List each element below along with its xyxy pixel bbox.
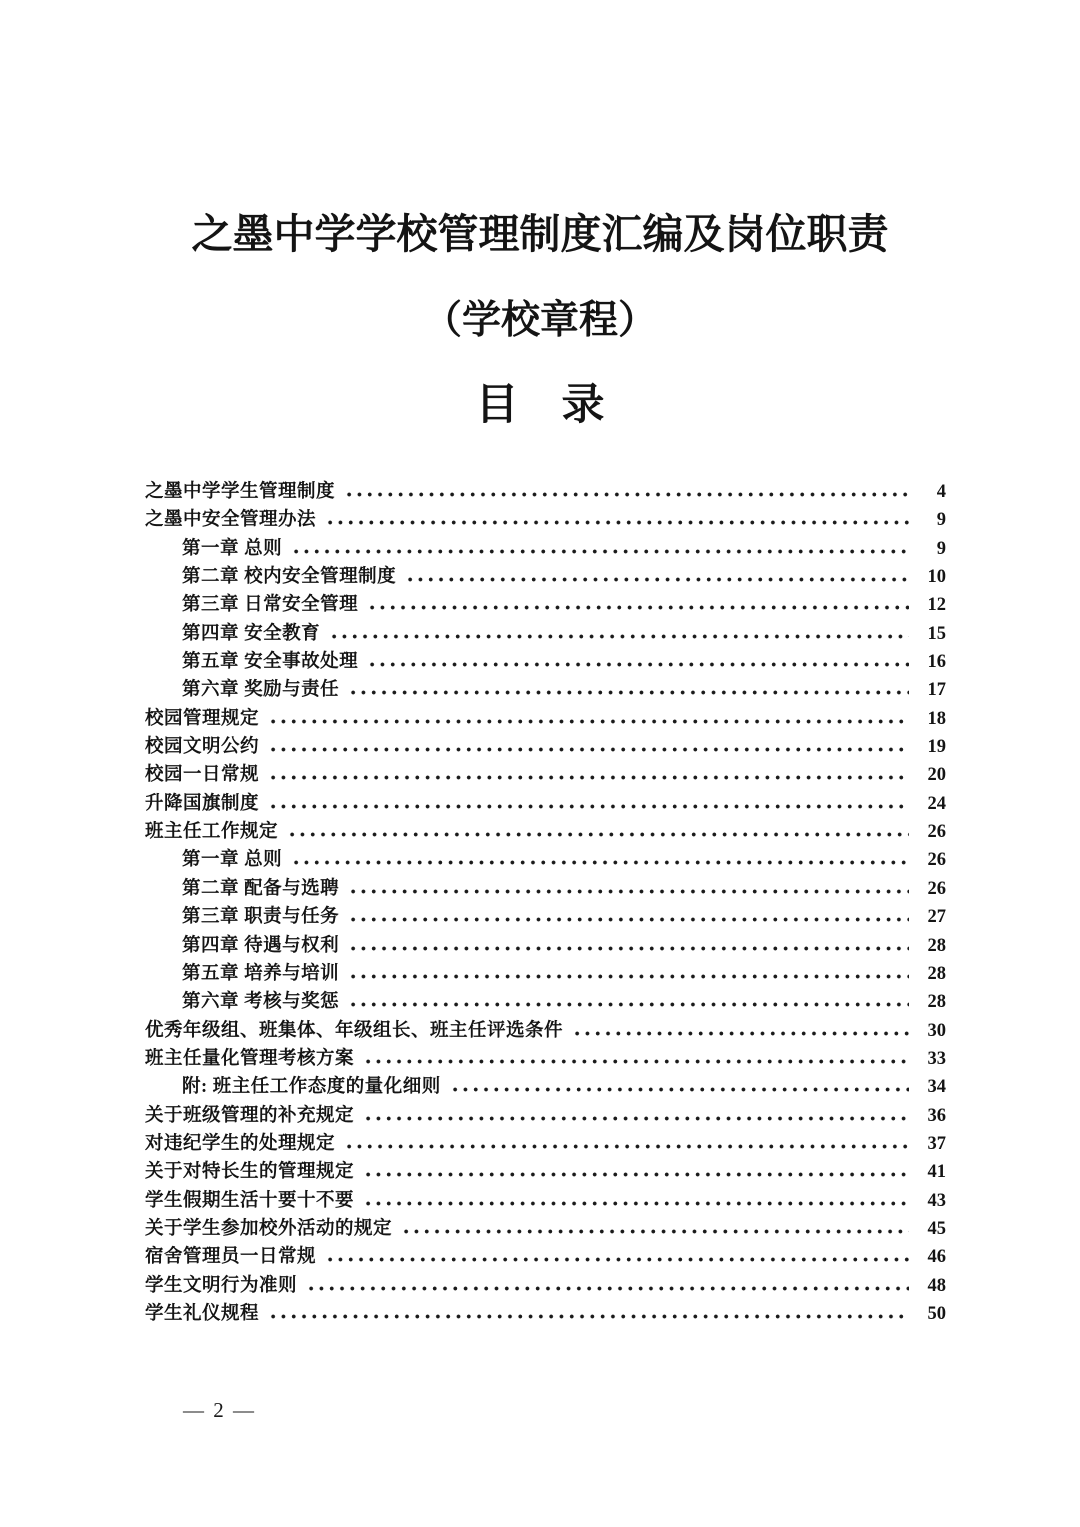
toc-entry-title: 之墨中安全管理办法 [145,510,317,531]
toc-entry [145,845,946,873]
toc-entry [145,959,946,987]
toc-entry-page: 9 [936,510,946,531]
toc-entry-page: 4 [936,482,946,502]
dot-leader [325,512,909,525]
toc-entry-title: 学生假期生活十要十不要 [145,1190,355,1211]
dot-leader [348,881,909,894]
toc-entry-page: 19 [927,737,946,758]
dot-leader [405,569,909,582]
toc-entry-title: 优秀年级组、班集体、年级组长、班主任评选条件 [145,1020,564,1041]
toc-entry [145,1101,946,1129]
toc-entry-page: 36 [927,1105,946,1126]
toc-entry-title: 第六章 考核与奖惩 [182,992,340,1013]
dot-leader [268,767,909,780]
toc-entry-page: 43 [927,1190,946,1211]
page-number-footer: — 2 — [183,1398,256,1422]
toc-entry-page: 15 [927,623,946,644]
toc-entry-title: 校园一日常规 [145,765,260,786]
dot-leader [363,1164,909,1177]
toc-entry-title: 第四章 待遇与权利 [182,935,340,956]
dot-leader [325,1249,909,1262]
toc-entry [145,1157,946,1185]
toc-entry-page: 28 [927,963,946,984]
toc-entry-title: 第三章 职责与任务 [182,907,340,928]
dot-leader [268,739,909,752]
toc-entry-title: 第二章 校内安全管理制度 [182,567,397,588]
toc-entry [145,562,946,590]
toc-entry-title: 对违纪学生的处理规定 [145,1133,336,1154]
toc-entry-page: 26 [927,878,946,899]
toc-entry-title: 第四章 安全教育 [182,623,321,644]
toc-entry-page: 45 [927,1218,946,1239]
toc-entry-title: 宿舍管理员一日常规 [145,1247,317,1268]
toc-entry-title: 学生文明行为准则 [145,1275,298,1296]
toc-entry-title: 第三章 日常安全管理 [182,595,359,616]
dot-leader [329,626,909,639]
toc-entry-title: 校园文明公约 [145,737,260,758]
toc-entry [145,477,946,505]
toc-entry-page: 37 [927,1133,946,1154]
toc-entry-title: 关于学生参加校外活动的规定 [145,1218,393,1239]
toc-entry [145,505,946,533]
toc-entry-page: 28 [927,992,946,1013]
toc-entry-title: 学生礼仪规程 [145,1303,260,1324]
toc-entry [145,931,946,959]
dot-leader [401,1221,909,1234]
toc-entry-page: 12 [927,595,946,616]
toc-entry-page: 26 [927,850,946,871]
toc-entry [145,760,946,788]
dot-leader [268,711,909,724]
dot-leader [268,1306,909,1319]
toc-entry [145,902,946,930]
toc-entry-title: 第五章 安全事故处理 [182,652,359,673]
toc-entry-page: 41 [927,1162,946,1183]
document-subtitle: （学校章程） [422,299,657,342]
toc-entry [145,1299,946,1327]
dot-leader [348,938,909,951]
toc-entry-page: 9 [936,538,946,559]
toc-entry [145,1214,946,1242]
dot-leader [367,654,909,667]
toc-entry [145,817,946,845]
toc-entry-page: 17 [927,680,946,701]
toc-entry [145,1072,946,1100]
toc-entry [145,874,946,902]
toc-entry [145,1044,946,1072]
toc-entry [145,1271,946,1299]
toc-entry-page: 24 [927,793,946,814]
toc-entry-page: 10 [927,567,946,588]
toc-entry [145,1016,946,1044]
toc-entry-page: 46 [927,1247,946,1268]
toc-entry [145,1242,946,1270]
toc-entry-title: 升降国旗制度 [145,793,260,814]
dot-leader [291,541,909,554]
toc-entry-title: 班主任工作规定 [145,822,279,843]
toc-entry-title: 关于对特长生的管理规定 [145,1162,355,1183]
toc-entry-page: 27 [927,907,946,928]
table-of-contents [145,477,946,1327]
toc-entry-title: 班主任量化管理考核方案 [145,1048,355,1069]
dot-leader [268,796,909,809]
dot-leader [348,909,909,922]
toc-entry [145,675,946,703]
toc-entry-title: 第一章 总则 [182,538,283,559]
toc-entry-title: 第六章 奖励与责任 [182,680,340,701]
toc-entry-page: 48 [927,1275,946,1296]
toc-entry [145,619,946,647]
toc-entry-title: 关于班级管理的补充规定 [145,1105,355,1126]
dot-leader [306,1278,909,1291]
toc-entry-title: 附: 班主任工作态度的量化细则 [182,1077,441,1098]
toc-entry-title: 第一章 总则 [182,850,283,871]
document-title: 之墨中学学校管理制度汇编及岗位职责 [191,211,889,257]
toc-entry-title: 第二章 配备与选聘 [182,878,340,899]
toc-entry-page: 50 [927,1303,946,1324]
toc-entry [145,534,946,562]
toc-entry-title: 之墨中学学生管理制度 [145,482,336,502]
dot-leader [348,994,909,1007]
toc-entry [145,987,946,1015]
dot-leader [348,966,909,979]
toc-entry [145,590,946,618]
toc-entry-page: 18 [927,708,946,729]
toc-entry-page: 33 [927,1048,946,1069]
dot-leader [363,1051,909,1064]
dot-leader [344,484,909,497]
toc-entry-page: 28 [927,935,946,956]
dot-leader [363,1108,909,1121]
dot-leader [572,1023,909,1036]
toc-entry-page: 34 [927,1077,946,1098]
toc-heading: 目 录 [475,382,605,429]
dot-leader [287,824,909,837]
dot-leader [450,1079,909,1092]
toc-entry [145,1129,946,1157]
toc-entry-page: 16 [927,652,946,673]
toc-entry-page: 30 [927,1020,946,1041]
toc-entry [145,732,946,760]
toc-entry-title: 校园管理规定 [145,708,260,729]
toc-entry [145,789,946,817]
toc-entry [145,647,946,675]
dot-leader [348,682,909,695]
toc-entry-page: 20 [927,765,946,786]
dot-leader [344,1136,909,1149]
toc-entry [145,1186,946,1214]
dot-leader [291,852,909,865]
toc-entry-page: 26 [927,822,946,843]
toc-entry-title: 第五章 培养与培训 [182,963,340,984]
toc-entry [145,704,946,732]
dot-leader [363,1193,909,1206]
dot-leader [367,597,909,610]
